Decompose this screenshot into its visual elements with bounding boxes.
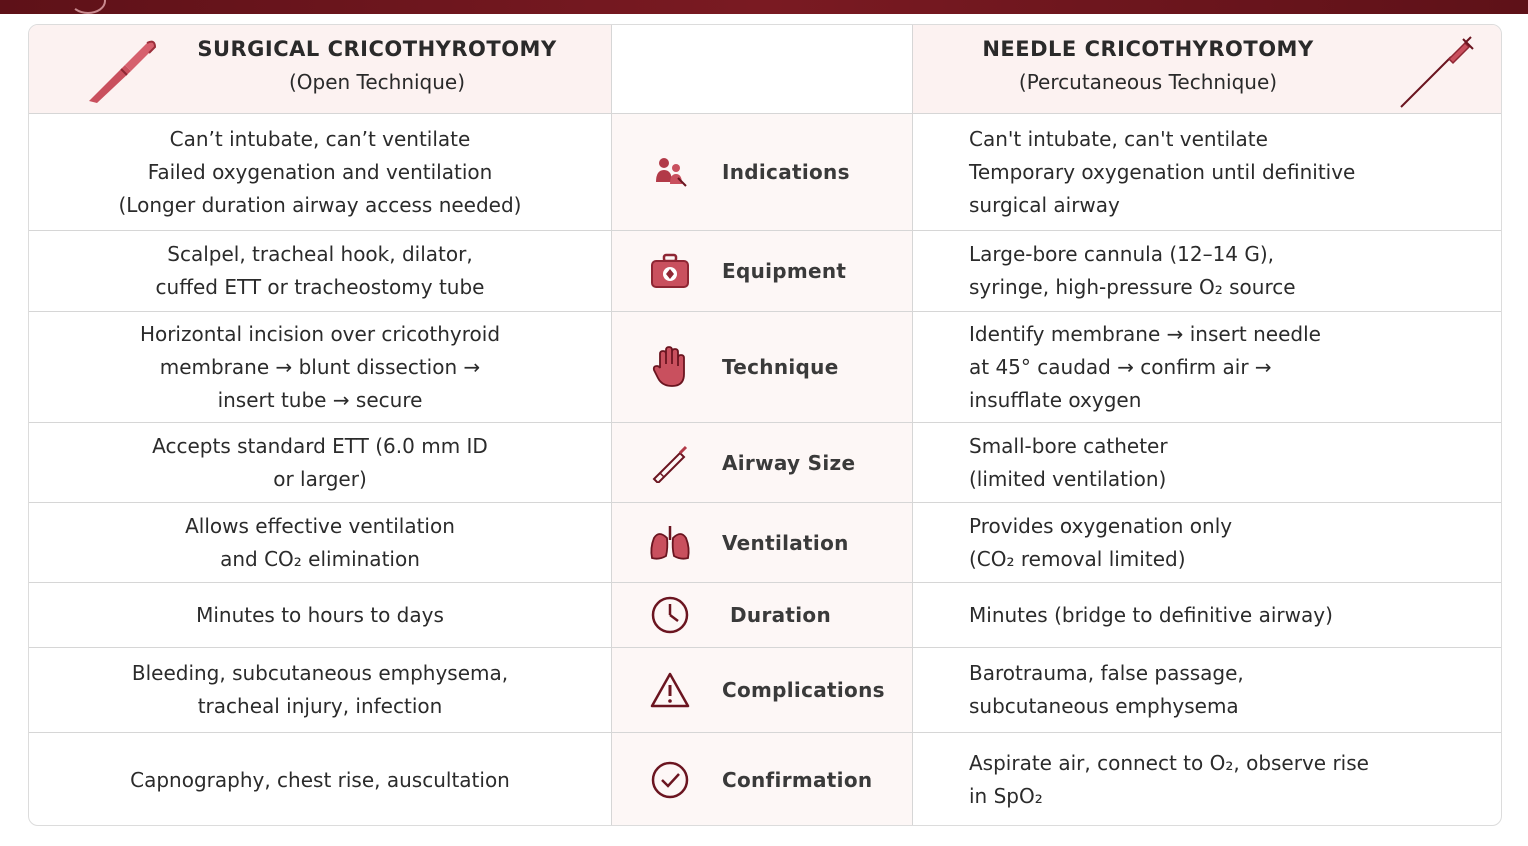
people-icon (648, 150, 692, 194)
decorative-swirl (70, 0, 106, 14)
needle-cell: Aspirate air, connect to O₂, observe rise in SpO₂ (969, 751, 1369, 808)
row-label-cell (612, 312, 913, 422)
surgical-title: SURGICAL CRICOTHYROTOMY (197, 37, 557, 61)
row-label: Confirmation (722, 768, 873, 792)
row-label-cell (612, 503, 913, 582)
surgical-cell: Minutes to hours to days (29, 583, 612, 647)
needle-icon (1399, 33, 1475, 109)
row-label: Indications (722, 160, 850, 184)
surgical-cell: Bleeding, subcutaneous emphysema, tracheal injury, infection (29, 648, 612, 732)
row-label: Ventilation (722, 530, 849, 555)
table-row (29, 422, 1501, 502)
table-row (29, 582, 1501, 647)
needle-cell: Can't intubate, can't ventilate Temporary oxygenation until definitive surgical airway (969, 126, 1356, 217)
surgical-cell: Scalpel, tracheal hook, dilator, cuffed ETT or tracheostomy tube (29, 231, 612, 311)
row-label-cell (612, 114, 913, 230)
row-label: Duration (730, 603, 831, 627)
surgical-cell: Accepts standard ETT (6.0 mm ID or larger) (29, 423, 612, 502)
table-row (29, 502, 1501, 582)
needle-cell: Identify membrane → insert needle at 45° caudad → confirm air → insufflate oxygen (969, 321, 1321, 412)
top-banner (0, 0, 1528, 14)
needle-title: NEEDLE CRICOTHYROTOMY (982, 37, 1314, 61)
row-label-cell (612, 648, 913, 732)
needle-cell: Provides oxygenation only (CO₂ removal limited) (969, 513, 1233, 571)
surgical-cell: Can’t intubate, can’t ventilate Failed oxygenation and ventilation (Longer duration airway access needed) (29, 114, 612, 230)
surgical-cell: Capnography, chest rise, auscultation (29, 733, 612, 826)
needle-cell: Small-bore catheter (limited ventilation) (969, 433, 1168, 491)
warning-icon (648, 668, 692, 712)
row-label: Airway Size (722, 450, 856, 475)
table-row (29, 311, 1501, 422)
table-header (29, 25, 1501, 113)
comparison-table (28, 24, 1502, 826)
surgical-cell: Horizontal incision over cricothyroid membrane → blunt dissection → insert tube → secure (29, 312, 612, 422)
lungs-icon (648, 521, 692, 565)
tube-icon (648, 441, 692, 485)
needle-header (913, 25, 1502, 113)
needle-cell: Large-bore cannula (12–14 G), syringe, high-pressure O₂ source (969, 242, 1296, 299)
surgical-subtitle: (Open Technique) (288, 70, 466, 94)
surgical-header (29, 25, 612, 113)
table-row (29, 647, 1501, 732)
row-label-cell (612, 423, 913, 502)
row-label: Equipment (722, 259, 847, 283)
row-label: Complications (722, 678, 885, 702)
clock-icon (648, 593, 692, 637)
row-label-cell (612, 583, 913, 647)
needle-cell: Barotrauma, false passage, subcutaneous emphysema (969, 661, 1244, 718)
needle-cell: Minutes (bridge to definitive airway) (969, 602, 1333, 627)
row-label: Technique (722, 355, 839, 379)
check-circle-icon (648, 758, 692, 802)
needle-subtitle: (Percutaneous Technique) (1018, 70, 1278, 94)
hand-icon (648, 345, 692, 389)
surgical-cell: Allows effective ventilation and CO₂ elimination (29, 503, 612, 582)
table-row (29, 113, 1501, 230)
row-label-cell (612, 231, 913, 311)
table-row (29, 732, 1501, 826)
table-row (29, 230, 1501, 311)
medical-kit-icon (648, 249, 692, 293)
row-label-cell (612, 733, 913, 826)
